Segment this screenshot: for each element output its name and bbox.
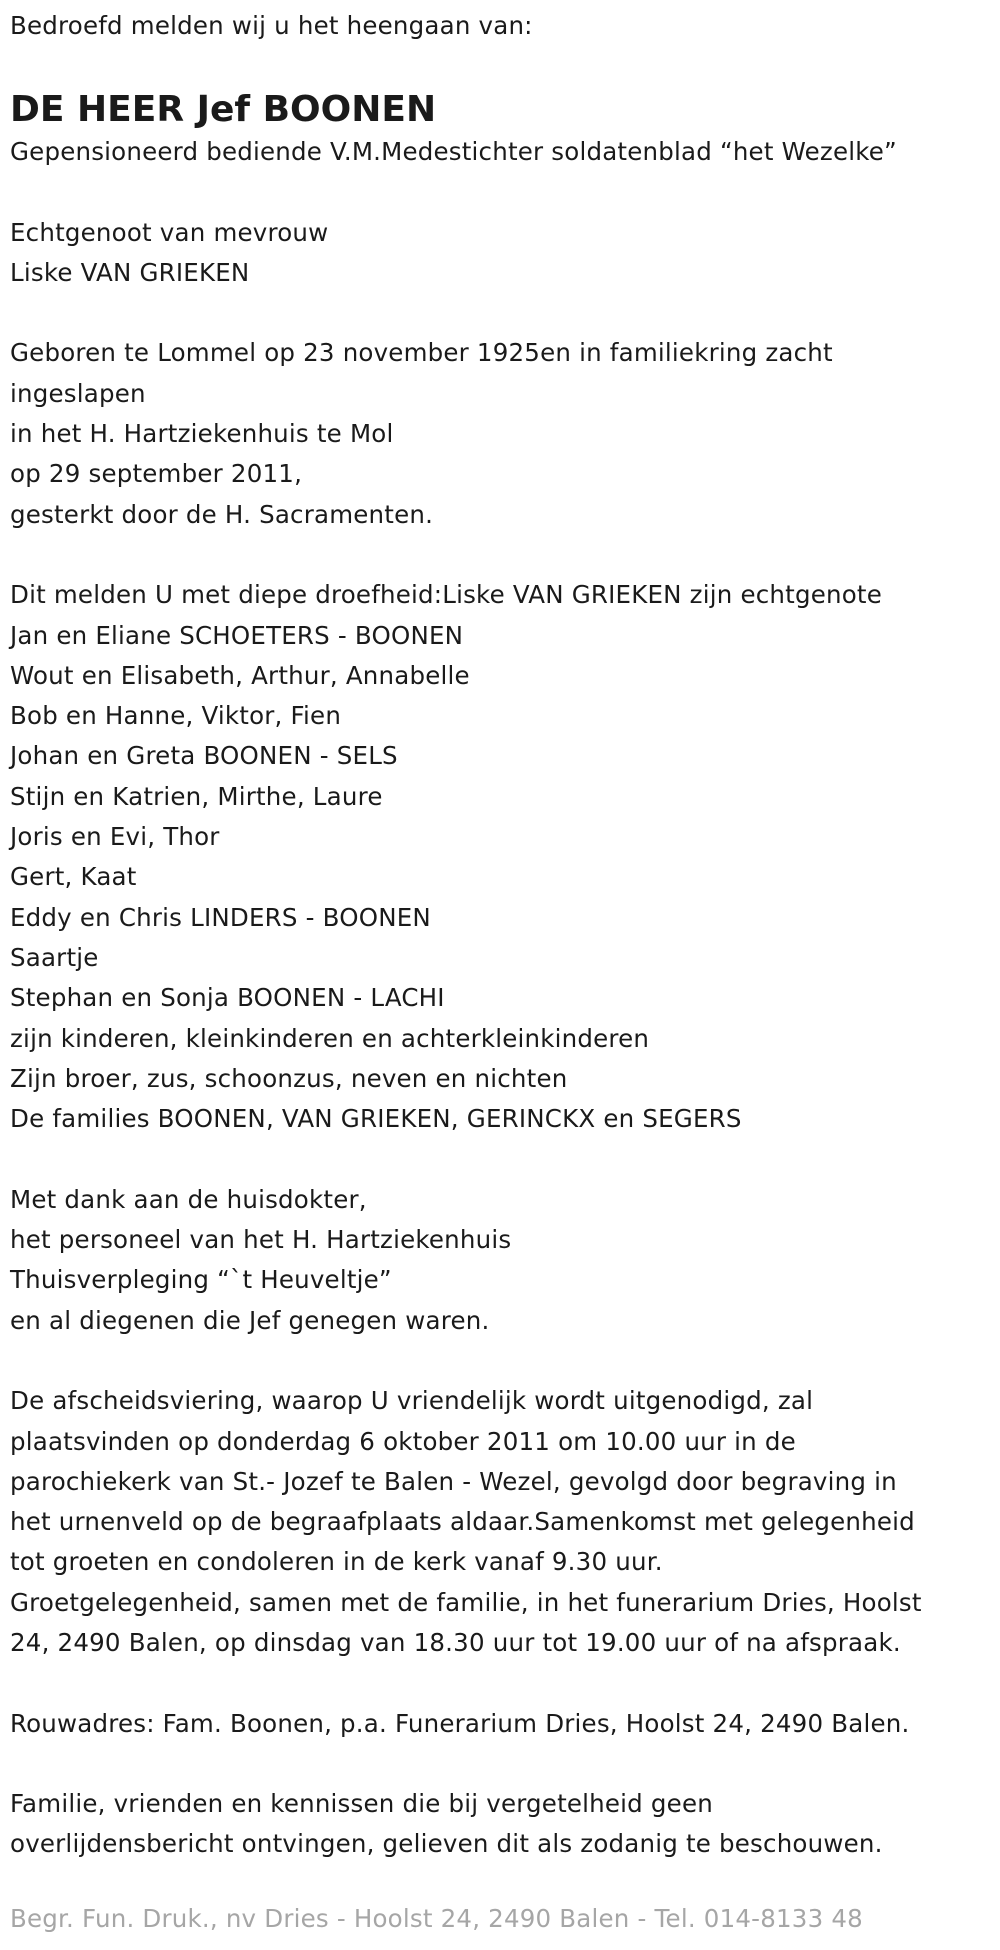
thanks-line: Met dank aan de huisdokter,: [10, 1184, 367, 1214]
spacer: [10, 293, 995, 333]
ceremony-line: plaatsvinden op donderdag 6 oktober 2011 om 10.00 uur in de: [10, 1426, 796, 1456]
notice-line: overlijdensbericht ontvingen, gelieven dit als zodanig te beschouwen.: [10, 1829, 883, 1859]
family-line: Jan en Eliane SCHOETERS - BOONEN: [10, 620, 464, 650]
spacer: [10, 535, 995, 575]
ceremony-line: Groetgelegenheid, samen met de familie, in het funerarium Dries, Hoolst: [10, 1587, 922, 1617]
family-line: Eddy en Chris LINDERS - BOONEN: [10, 902, 431, 932]
deceased-description: Gepensioneerd bediende V.M.Medestichter soldatenblad “het Wezelke”: [10, 137, 897, 166]
notice-line: Familie, vrienden en kennissen die bij vergetelheid geen: [10, 1789, 713, 1819]
spacer: [10, 1341, 995, 1381]
intro-text: Bedroefd melden wij u het heengaan van:: [10, 11, 533, 40]
spacer: [10, 46, 995, 88]
spacer: [10, 1139, 995, 1179]
obituary-notice: [10, 6, 995, 1865]
family-line: De families BOONEN, VAN GRIEKEN, GERINCKX en SEGERS: [10, 1104, 742, 1134]
birth-death-line: gesterkt door de H. Sacramenten.: [10, 499, 434, 529]
family-line: Dit melden U met diepe droefheid:Liske VAN GRIEKEN zijn echtgenote: [10, 580, 882, 610]
spacer: [10, 1744, 995, 1784]
family-line: Stijn en Katrien, Mirthe, Laure: [10, 781, 383, 811]
birth-death-block: [10, 333, 995, 534]
thanks-line: en al diegenen die Jef genegen waren.: [10, 1305, 490, 1335]
birth-death-line: Geboren te Lommel op 23 november 1925en in familiekring zacht: [10, 338, 833, 368]
birth-death-line: ingeslapen: [10, 378, 146, 408]
ceremony-line: De afscheidsviering, waarop U vriendelijk wordt uitgenodigd, zal: [10, 1386, 814, 1416]
spouse-name: Liske VAN GRIEKEN: [10, 257, 250, 287]
spacer: [10, 1663, 995, 1703]
spacer: [10, 172, 995, 212]
family-line: Saartje: [10, 942, 99, 972]
family-line: Joris en Evi, Thor: [10, 822, 220, 852]
spouse-block: [10, 213, 995, 294]
printer-footer: Begr. Fun. Druk., nv Dries - Hoolst 24, 2490 Balen - Tel. 014-8133 48: [10, 1904, 863, 1933]
notice-block: [10, 1784, 995, 1865]
birth-death-line: op 29 september 2011,: [10, 459, 303, 489]
thanks-line: Thuisverpleging “`t Heuveltje”: [10, 1265, 392, 1295]
ceremony-line: tot groeten en condoleren in de kerk vanaf 9.30 uur.: [10, 1547, 663, 1577]
thanks-block: [10, 1180, 995, 1341]
family-block: [10, 575, 995, 1139]
ceremony-line: het urnenveld op de begraafplaats aldaar.Samenkomst met gelegenheid: [10, 1507, 915, 1537]
spouse-line: Echtgenoot van mevrouw: [10, 217, 329, 247]
thanks-line: het personeel van het H. Hartziekenhuis: [10, 1225, 512, 1255]
deceased-name: DE HEER Jef BOONEN: [10, 89, 437, 130]
ceremony-line: 24, 2490 Balen, op dinsdag van 18.30 uur tot 19.00 uur of na afspraak.: [10, 1627, 901, 1657]
family-line: Wout en Elisabeth, Arthur, Annabelle: [10, 660, 470, 690]
birth-death-line: in het H. Hartziekenhuis te Mol: [10, 419, 394, 449]
family-line: Zijn broer, zus, schoonzus, neven en nichten: [10, 1063, 568, 1093]
family-line: Johan en Greta BOONEN - SELS: [10, 741, 398, 771]
family-line: zijn kinderen, kleinkinderen en achterkleinkinderen: [10, 1023, 650, 1053]
family-line: Gert, Kaat: [10, 862, 137, 892]
ceremony-block: [10, 1381, 995, 1663]
ceremony-line: parochiekerk van St.- Jozef te Balen - Wezel, gevolgd door begraving in: [10, 1466, 897, 1496]
family-line: Stephan en Sonja BOONEN - LACHI: [10, 983, 445, 1013]
mourning-address: Rouwadres: Fam. Boonen, p.a. Funerarium Dries, Hoolst 24, 2490 Balen.: [10, 1708, 910, 1738]
family-line: Bob en Hanne, Viktor, Fien: [10, 701, 342, 731]
